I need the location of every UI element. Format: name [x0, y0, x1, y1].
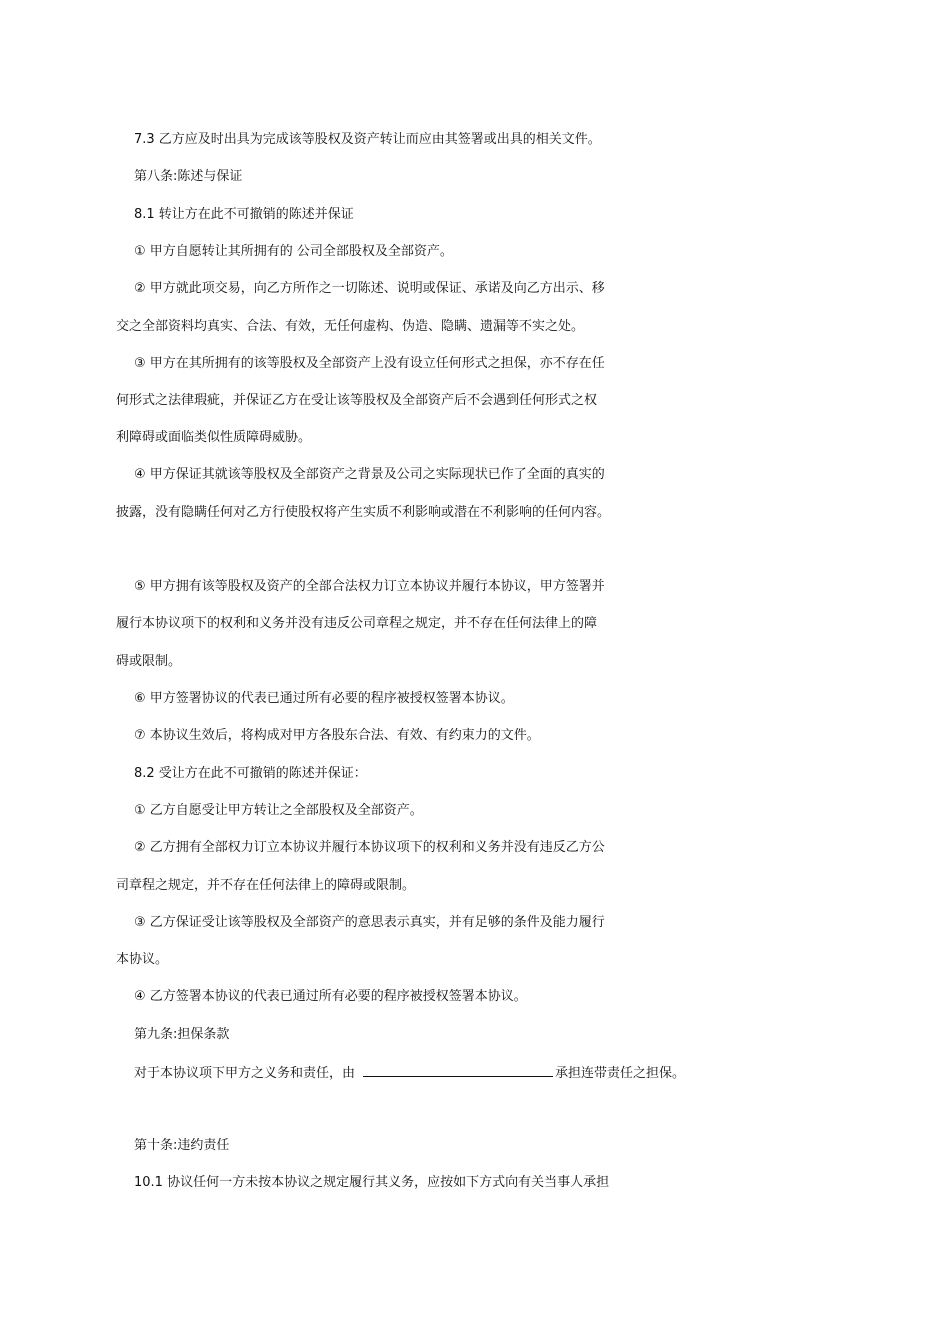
item-8-2-1: ① 乙方自愿受让甲方转让之全部股权及全部资产。: [134, 803, 423, 818]
item-8-1-2-line-1: ② 甲方就此项交易，向乙方所作之一切陈述、说明或保证、承诺及向乙方出示、移: [134, 281, 605, 296]
item-8-2-3-line-1: ③ 乙方保证受让该等股权及全部资产的意思表示真实，并有足够的条件及能力履行: [134, 915, 605, 930]
guarantee-text-end: 承担连带责任之担保。: [555, 1066, 686, 1081]
item-8-1-2-line-2: 交之全部资料均真实、合法、有效，无任何虚构、伪造、隐瞒、遗漏等不实之处。: [116, 319, 585, 334]
article-10-heading: 第十条:违约责任: [134, 1138, 230, 1153]
item-8-1-3-line-2: 何形式之法律瑕疵，并保证乙方在受让该等股权及全部资产后不会遇到任何形式之权: [116, 393, 598, 408]
article-9-heading: 第九条:担保条款: [134, 1027, 230, 1042]
guarantee-text-start: 对于本协议项下甲方之义务和责任，由: [134, 1066, 356, 1081]
item-8-1-5-line-3: 碍或限制。: [116, 654, 182, 669]
item-8-2-2-line-2: 司章程之规定，并不存在任何法律上的障碍或限制。: [116, 878, 416, 893]
clause-10-1: 10.1 协议任何一方未按本协议之规定履行其义务，应按如下方式向有关当事人承担: [134, 1175, 610, 1190]
item-8-1-5-line-2: 履行本协议项下的权利和义务并没有违反公司章程之规定，并不存在任何法律上的障: [116, 616, 598, 631]
item-8-1-3-line-3: 利障碍或面临类似性质障碍威胁。: [116, 430, 312, 445]
item-8-1-6: ⑥ 甲方签署协议的代表已通过所有必要的程序被授权签署本协议。: [134, 691, 514, 706]
item-8-1-1: ① 甲方自愿转让其所拥有的 公司全部股权及全部资产。: [134, 244, 453, 259]
item-8-1-4-line-2: 披露，没有隐瞒任何对乙方行使股权将产生实质不利影响或潜在不利影响的任何内容。: [116, 505, 611, 520]
item-8-2-3-line-2: 本协议。: [116, 952, 169, 967]
clause-8-2: 8.2 受让方在此不可撤销的陈述并保证：: [134, 766, 367, 781]
clause-8-1: 8.1 转让方在此不可撤销的陈述并保证: [134, 207, 354, 222]
guarantee-clause: [134, 1060, 864, 1086]
item-8-2-2-line-1: ② 乙方拥有全部权力订立本协议并履行本协议项下的权利和义务并没有违反乙方公: [134, 840, 605, 855]
item-8-1-4-line-1: ④ 甲方保证其就该等股权及全部资产之背景及公司之实际现状已作了全面的真实的: [134, 467, 605, 482]
clause-7-3: 7.3 乙方应及时出具为完成该等股权及资产转让而应由其签署或出具的相关文件。: [134, 132, 601, 147]
item-8-1-5-line-1: ⑤ 甲方拥有该等股权及资产的全部合法权力订立本协议并履行本协议，甲方签署并: [134, 579, 605, 594]
item-8-1-7: ⑦ 本协议生效后，将构成对甲方各股东合法、有效、有约束力的文件。: [134, 728, 540, 743]
item-8-1-3-line-1: ③ 甲方在其所拥有的该等股权及全部资产上没有设立任何形式之担保，亦不存在任: [134, 356, 605, 371]
guarantor-blank-line: [363, 1060, 553, 1077]
item-8-2-4: ④ 乙方签署本协议的代表已通过所有必要的程序被授权签署本协议。: [134, 989, 527, 1004]
article-8-heading: 第八条:陈述与保证: [134, 169, 243, 184]
